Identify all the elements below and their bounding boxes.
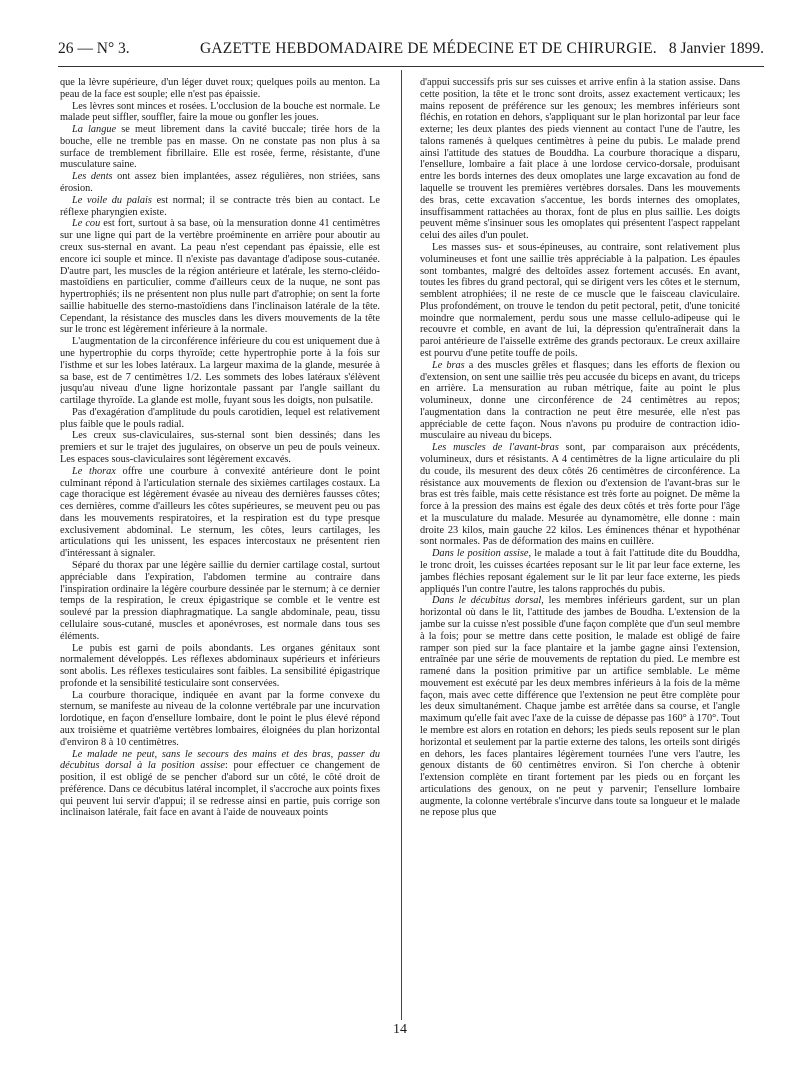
paragraph-text: Pas d'exagération d'amplitude du pouls carotidien, lequel est relativement plus faible que le pouls radial. (60, 406, 380, 430)
paragraph (420, 442, 740, 548)
paragraph (60, 218, 380, 336)
paragraph-text: Les creux sus-claviculaires, sus-sternal sont bien dessinés; dans les premiers et sur le trajet des jugulaires, on observe un peu de pouls veineux. Les espaces sous-claviculaires sont légèrement excavés. (60, 430, 380, 465)
paragraph-text: offre une courbure à convexité antérieure dont le point culminant répond à l'articulation sternale des sixièmes cartilages costaux. La cage thoracique est légèrement évasée au niveau des dernières fausses côtes; ces dernières, comme d'ailleurs les côtes supérieures, se meuvent peu ou pas dans les mouvements respiratoires, et la respiration est du type presque exclusivement abdominal. Le sternum, les côtes, leurs cartilages, les articulations qui les unissent, les espaces intercostaux ne présentent rien d'intéressant à signaler. (60, 465, 380, 560)
paragraph-text: est fort, surtout à sa base, où la mensuration donne 41 centimètres sur une ligne qui part de la vertèbre proéminente en arrière pour aboutir au creux sus-sternal en avant. La peau n'est cependant pas épaissie, elle est encore ici souple et mince. Il n'existe pas davantage d'adipose sous-cutanée. D'autre part, les muscles de la région antérieure et latérale, les sterno-cléido-mastoïdiens en particulier, comme d'ailleurs ceux de la nuque, ne sont pas hypertrophiés; ils ne présentent non plus nulle part d'atrophie; on sent la forte saillie habituelle des sterno-mastoïdiens dans l'inclinaison latérale de la tête. Cependant, la résistance des muscles dans les divers mouvements de la tête sur le tronc est légèrement inférieure à la normale. (60, 218, 380, 336)
paragraph-lead: La langue (72, 124, 117, 136)
paragraph-text: Le pubis est garni de poils abondants. Les organes génitaux sont normalement développés. Les réflexes abdominaux supérieurs et inférieurs sont abolis. Les réflexes testiculaires sont faibles. La sensibilité épigastrique profonde et la sensibilité testiculaire sont conservées. (60, 642, 380, 689)
paragraph (420, 77, 740, 242)
paragraph-lead: Le malade ne peut, sans le secours des mains et des bras, passer du décubitus dorsal à la position assise (60, 748, 380, 772)
issue-date: 8 Janvier 1899. (668, 40, 764, 57)
paragraph-text: La courbure thoracique, indiquée en avant par la forme convexe du sternum, se manifeste au niveau de la colonne vertébrale par une incurvation lordotique, en façon d'ensellure lombaire, dont le point le plus élevé répond aux troisième et quatrième vertèbres lombaires, éloignées du plan horizontal d'environ 8 à 10 centimètres. (60, 689, 380, 748)
paragraph-text: sont, par comparaison aux précédents, volumineux, durs et résistants. A 4 centimètres de la ligne articulaire du pli du coude, ils mesurent des deux côtés 26 centimètres de circonférence. La résistance aux mouvements de flexion ou d'extension de l'avant-bras sur le bras est très faible, mais cette résistance est très forte au poignet. De même la force à la pression des mains est égale des deux côtés et très forte pour l'âge et la musculature du malade. Mesurée au dynamomètre, elle donne : main droite 23 kilos, main gauche 22 kilos. Les éminences thénar et hypothénar sont normales. Pas de déformation des mains en cuillère. (420, 442, 740, 548)
paragraph-text: , les membres inférieurs gardent, sur un plan horizontal où dans le lit, l'attitude des jambes de Boudha. L'extension de la jambe sur la cuisse n'est possible d'une façon complète que d'un seul membre à la fois; pour se mettre dans cette position, le malade est obligé de faire ramper son pied sur la face plantaire et la jambe gagne ainsi l'extension, entraînée par une série de mouvements de reptation du pied. Le membre est ramené dans la position primitive par un artifice semblable. Le même mouvement est exécuté par les deux membres inférieurs à la fois de la même façon, mais avec cette différence que l'extension ne peut être complète pour les deux simultanément. Chaque jambe est arrêtée dans sa course, et l'angle maximum qu'elle fait avec l'axe de la cuisse de dépasse pas 160° à 170°. Tout le membre est alors en rotation en dehors; les pieds seuls reposent sur le plan horizontal et seulement par la partie externe des talons, les orteils sont dirigés en dehors, les faces plantaires légèrement tournées l'une vers l'autre, les genoux distants de 60 centimètres environ. Si l'on cherche à obtenir l'extension complète en tirant fortement par les pieds ou en forçant les articulations des genoux, on ne peut y parvenir; l'ensellure lombaire augmente, la colonne vertébrale s'incurve dans toute sa longueur et le malade ne repose plus que (420, 595, 740, 819)
paragraph (420, 548, 740, 595)
paragraph-text: est normal; il se contracte très bien au contact. Le réflexe pharyngien existe. (60, 194, 380, 218)
paragraph-text: que la lèvre supérieure, d'un léger duvet roux; quelques poils au menton. La peau de la face est souple; elle n'est pas épaissie. (60, 77, 380, 100)
paragraph (420, 242, 740, 360)
paragraph-lead: Les dents (72, 171, 113, 183)
paragraph-text: a des muscles grêles et flasques; dans les efforts de flexion ou d'extension, on sent une saillie très peu accusée du biceps en avant, du triceps en arrière. La mensuration au ruban métrique, faite au point le plus volumineux, donne une circonférence de 24 centimètres au repos; l'augmentation dans la contraction ne peut être mesurée, elle n'est pas appréciable de cette façon. Nous n'avons pu produire de contraction idio-musculaire au niveau du biceps. (420, 359, 740, 442)
paragraph (60, 560, 380, 642)
paragraph-text: se meut librement dans la cavité buccale; tirée hors de la bouche, elle ne tremble pas en masse. On ne constate pas non plus à sa surface de tremblement fibrillaire. Elle est rosée, ferme, résistante, d'une musculature saine. (60, 124, 380, 171)
paragraph-lead: Le voile du palais (72, 194, 152, 206)
paragraph (60, 77, 380, 101)
paragraph-lead: Dans le décubitus dorsal (432, 595, 542, 607)
paragraph (60, 690, 380, 749)
paragraph (60, 430, 380, 465)
paragraph-lead: Le bras (432, 359, 465, 371)
paragraph (60, 195, 380, 219)
paragraph-text: Les masses sus- et sous-épineuses, au contraire, sont relativement plus volumineuses et font une saillie très appréciable à la palpation. Les épaules sont tombantes, malgré des deltoïdes assez fortement accusés. En avant, toutes les fibres du grand pectoral, qui se dirigent vers les côtes et le sternum, semblent atrophiées; il ne reste de ce muscle que le faisceau claviculaire. Plus profondément, on trouve le tendon du petit pectoral, petit, d'une tonicité moindre que normalement, perdu sous une masse cellulo-adipeuse qui le recouvre et comble, en avant de lui, la dépression qu'entraînerait dans la paroi antérieure de l'aisselle extrême des grands pectoraux. Le creux axillaire est pourvu d'une petite touffe de poils. (420, 241, 740, 359)
paragraph (60, 643, 380, 690)
running-header (58, 40, 764, 64)
paragraph (60, 101, 380, 125)
paragraph-text: , le malade a tout à fait l'attitude dite du Bouddha, le tronc droit, les cuisses écartées reposant sur le lit par leur face externe, les jambes fléchies reposant également sur le lit par leur face externe, les pieds appliqués l'un contre l'autre, les talons rapprochés du pubis. (420, 548, 740, 595)
paragraph-lead: Le cou (72, 218, 101, 230)
paragraph-text: : pour effectuer ce changement de position, il est obligé de se pencher d'abord sur un côté, le côté droit de préférence. Dans ce décubitus latéral incomplet, il s'accroche aux points fixes qui peuvent lui servir d'appui; il se redresse ainsi en partie, puis corrige son inclinaison latérale, fait face en avant à l'aide de nouveaux points (60, 760, 380, 819)
journal-title: GAZETTE HEBDOMADAIRE DE MÉDECINE ET DE CHIRURGIE. (200, 40, 657, 57)
paragraph (60, 407, 380, 431)
header-rule (58, 66, 764, 67)
paragraph-lead: Dans le position assise (432, 548, 529, 560)
column-divider (401, 70, 402, 1020)
left-column (60, 77, 380, 1019)
paragraph (60, 749, 380, 820)
paragraph-lead: Les muscles de l'avant-bras (432, 442, 559, 454)
paragraph (420, 360, 740, 442)
paragraph (60, 171, 380, 195)
paragraph-text: ont assez bien implantées, assez régulières, non striées, sans érosion. (60, 171, 380, 195)
right-column (420, 77, 740, 1019)
paragraph (420, 595, 740, 819)
paragraph-text: d'appui successifs pris sur ses cuisses et arrive enfin à la station assise. Dans cette position, la tête et le tronc sont droits, assez exactement verticaux; les mains reposent de préférence sur les genoux; les membres inférieurs sont fléchis, en rotation en dehors, s'appliquant sur le plan horizontal par leur face externe; les deux plantes des pieds viennent au contact l'une de l'autre, les talons ramenés à quelques centimètres à peine du pubis. Le malade prend ainsi l'attitude des statues de Bouddha. La courbure thoracique a disparu, l'ensellure, lombaire a fait place à une lordose cervico-dorsale, produisant entre les bords internes des deux omoplates une large excavation au fond de laquelle se trouvent les premières vertèbres dorsales. Dans les mouvements des bras, cette excavation s'accentue, les bords internes des omoplates, insuffisamment rattachées au thorax, font de plus en plus saillie. Les doigts peuvent même s'insinuer sous les omoplates qui présentent l'aspect rappelant celui des ailes d'un poulet. (420, 77, 740, 242)
paragraph-text: Séparé du thorax par une légère saillie du dernier cartilage costal, surtout appréciable dans l'expiration, l'abdomen termine au contraire dans l'inspiration ordinaire la légère courbure dessinée par le sternum; à ce dernier temps de la respiration, le creux épigastrique se comble et le ventre est soulevé par la pression diaphragmatique. La sangle abdominale, peau, tissu cellulaire sous-cutané, muscles et aponévroses, est normale dans tous ses éléments. (60, 560, 380, 642)
paragraph (60, 336, 380, 407)
page-number: 26 — N° 3. (58, 40, 130, 57)
page-footer-number: 14 (393, 1022, 407, 1037)
paragraph (60, 124, 380, 171)
paragraph-text: L'augmentation de la circonférence inférieure du cou est uniquement due à une hypertrophie du corps thyroïde; cette hypertrophie porte à la fois sur l'isthme et sur les lobes latéraux. La largeur maxima de la glande, mesurée à sa base, est de 7 centimètres 1/2. Les sommets des lobes latéraux s'élèvent jusqu'au niveau d'une ligne horizontale passant par l'angle saillant du cartilage thyroïde. La glande est molle, fuyant sous les doigts, non pulsatile. (60, 336, 380, 407)
paragraph-text: Les lèvres sont minces et rosées. L'occlusion de la bouche est normale. Le malade peut siffler, souffler, faire la moue ou gonfler les joues. (60, 100, 380, 124)
paragraph-lead: Le thorax (72, 465, 116, 477)
paragraph (60, 466, 380, 560)
